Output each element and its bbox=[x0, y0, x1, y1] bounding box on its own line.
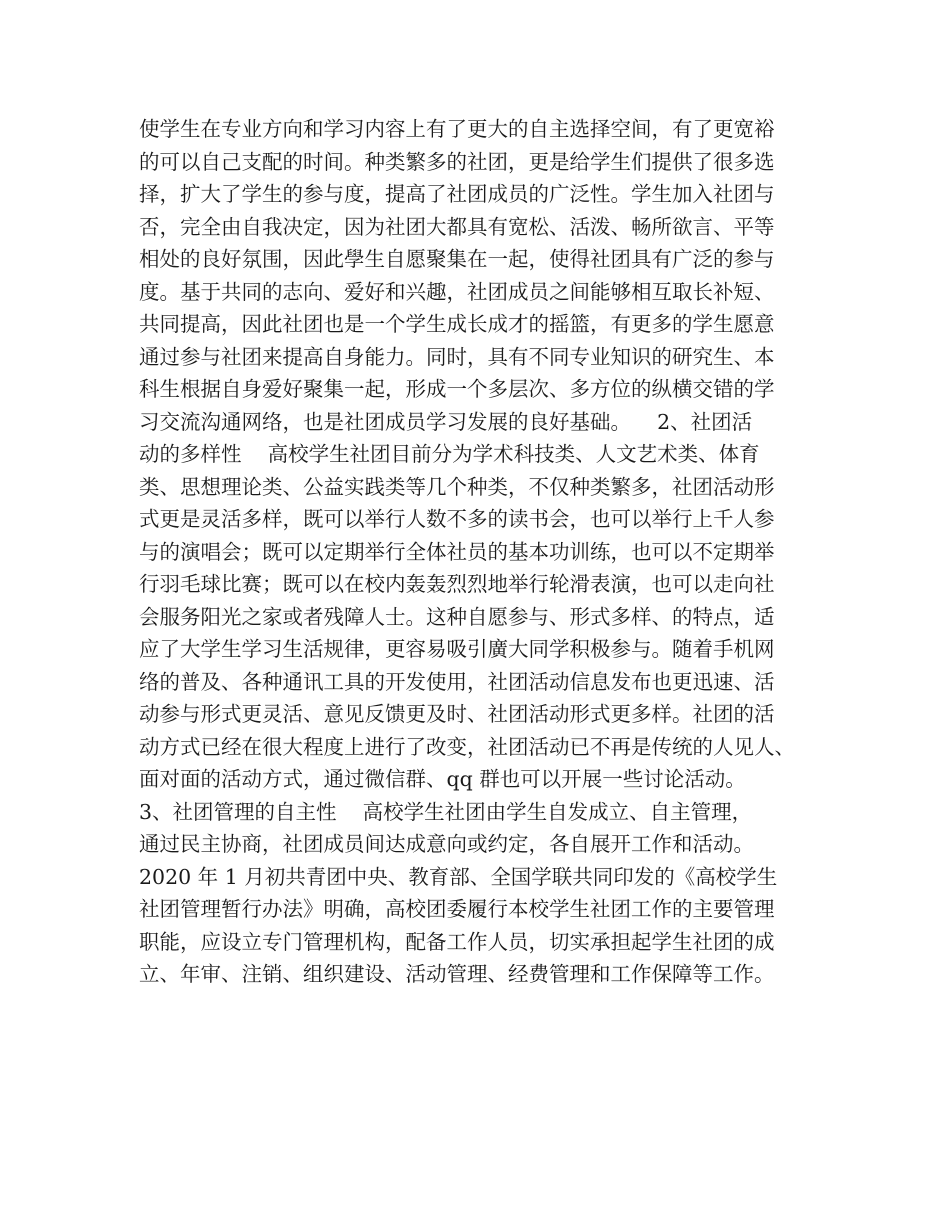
text-line: 应了大学生学习生活规律，更容易吸引廣大同学积极参与。随着手机网 bbox=[139, 637, 775, 661]
text-line: 动参与形式更灵活、意见反馈更及时、社团活动形式更多样。社团的活 bbox=[139, 702, 775, 726]
text-line: 行羽毛球比赛；既可以在校内轰轰烈烈地举行轮滑表演，也可以走向社 bbox=[139, 572, 775, 596]
text-line: 动的多样性 高校学生社团目前分为学术科技类、人文艺术类、体育 bbox=[139, 442, 760, 466]
text-line: 式更是灵活多样，既可以举行人数不多的读书会，也可以举行上千人参 bbox=[139, 507, 775, 531]
text-line: 面对面的活动方式，通过微信群、qq 群也可以开展一些讨论活动。 bbox=[139, 767, 746, 791]
text-line: 与的演唱会；既可以定期举行全体社员的基本功训练，也可以不定期举 bbox=[139, 539, 775, 564]
text-line: 度。基于共同的志向、爱好和兴趣，社团成员之间能够相互取长补短、 bbox=[139, 279, 775, 304]
text-line: 相处的良好氛围，因此學生自愿聚集在一起，使得社团具有广泛的参与 bbox=[139, 247, 775, 271]
text-line: 职能，应设立专门管理机构，配备工作人员，切实承担起学生社团的成 bbox=[139, 929, 775, 954]
text-line: 通过参与社团来提高自身能力。同时，具有不同专业知识的研究生、本 bbox=[139, 344, 775, 369]
text-line: 社团管理暂行办法》明确，高校团委履行本校学生社团工作的主要管理 bbox=[139, 897, 775, 921]
body-text bbox=[139, 113, 839, 991]
text-line: 的可以自己支配的时间。种类繁多的社团，更是给学生们提供了很多选 bbox=[139, 149, 775, 174]
text-line: 动方式已经在很大程度上进行了改变，社团活动已不再是传统的人见人、 bbox=[139, 734, 795, 759]
text-line: 2020 年 1 月初共青团中央、教育部、全国学联共同印发的《高校学生 bbox=[139, 864, 778, 889]
text-line: 习交流沟通网络，也是社团成员学习发展的良好基础。 2、社团活 bbox=[139, 409, 753, 434]
text-line: 共同提高，因此社团也是一个学生成长成才的摇篮，有更多的学生愿意 bbox=[139, 312, 775, 336]
text-line: 否，完全由自我决定，因为社团大都具有宽松、活泼、畅所欲言、平等 bbox=[139, 214, 775, 239]
text-line: 使学生在专业方向和学习内容上有了更大的自主选择空间，有了更宽裕 bbox=[139, 117, 775, 141]
text-line: 择，扩大了学生的参与度，提高了社团成员的广泛性。学生加入社团与 bbox=[139, 182, 775, 206]
text-line: 3、社团管理的自主性 高校学生社团由学生自发成立、自主管理， bbox=[139, 799, 753, 824]
text-line: 类、思想理论类、公益实践类等几个种类，不仅种类繁多，社团活动形 bbox=[139, 474, 775, 499]
text-line: 科生根据自身爱好聚集一起，形成一个多层次、多方位的纵横交错的学 bbox=[139, 377, 775, 401]
text-line: 立、年审、注销、组织建设、活动管理、经费管理和工作保障等工作。 bbox=[139, 962, 775, 986]
text-line: 络的普及、各种通讯工具的开发使用，社团活动信息发布也更迅速、活 bbox=[139, 669, 775, 694]
text-line: 通过民主协商，社团成员间达成意向或约定，各自展开工作和活动。 bbox=[139, 832, 754, 856]
text-line: 会服务阳光之家或者残障人士。这种自愿参与、形式多样、的特点，适 bbox=[139, 604, 775, 629]
